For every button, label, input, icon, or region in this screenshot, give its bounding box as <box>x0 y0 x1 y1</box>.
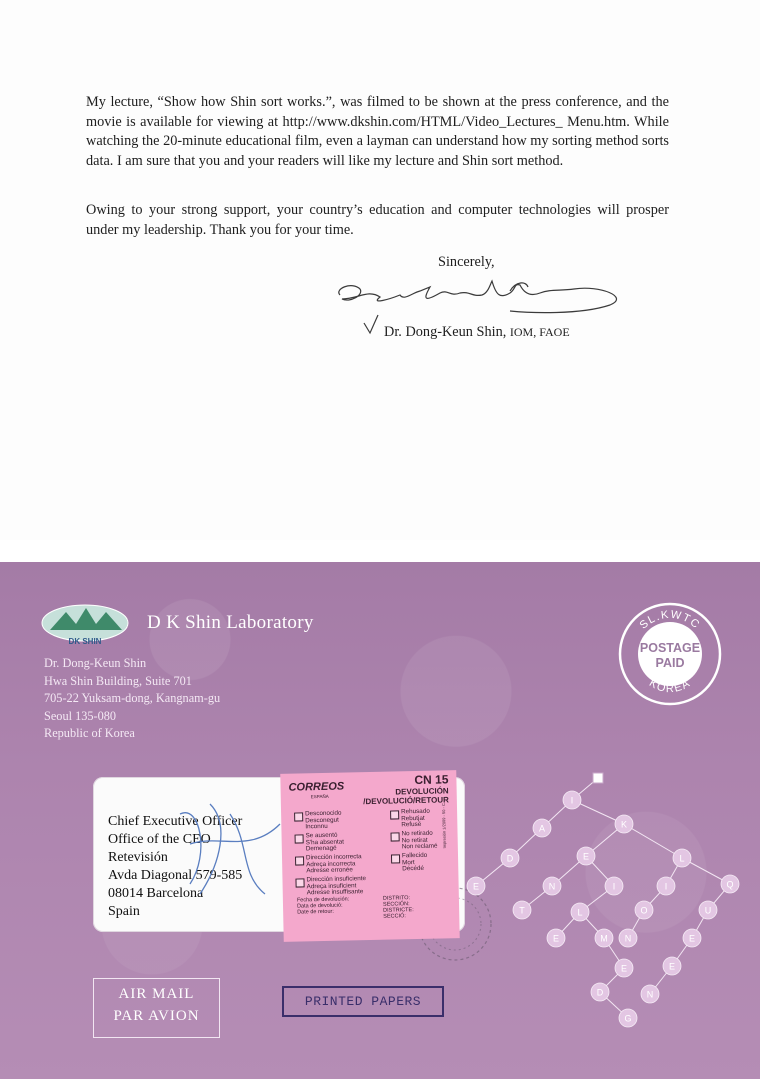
tree-node-letter: U <box>704 905 712 916</box>
tree-node <box>591 983 609 1001</box>
tree-node-letter: E <box>688 933 696 944</box>
tree-node <box>563 791 581 809</box>
tree-node-letter: T <box>519 905 525 916</box>
tree-node <box>699 901 717 919</box>
tree-node-letter: D <box>506 853 514 864</box>
field-label: DISTRICTE: <box>383 907 414 914</box>
recipient-line: Retevisión <box>108 850 168 865</box>
tree-node <box>595 929 613 947</box>
tree-node <box>673 849 691 867</box>
logo-text: DK SHIN <box>68 637 102 646</box>
stamp-line-2: PAID <box>655 656 685 670</box>
dk-shin-logo-icon <box>40 602 130 648</box>
tree-node-letter: N <box>624 933 632 944</box>
field-label: Fecha de devolución: <box>296 896 350 904</box>
sort-tree-graphic <box>460 770 750 1030</box>
tree-node <box>663 957 681 975</box>
airmail-line-1: AIR MAIL <box>118 986 195 1002</box>
tree-edge <box>624 824 682 858</box>
tree-node <box>467 877 485 895</box>
tree-node <box>721 875 739 893</box>
checkbox[interactable] <box>390 810 399 819</box>
option-line: Adreça insuficient <box>306 881 357 890</box>
recipient-line: Avda Diagonal 579-585 <box>108 868 243 883</box>
sender-line: Republic of Korea <box>44 726 135 740</box>
tree-node-letter: E <box>472 881 480 892</box>
airmail-label <box>93 978 220 1038</box>
page-gap <box>0 540 760 562</box>
option-line: Desconocido <box>305 809 342 818</box>
correos-brand: CORREOS <box>288 780 345 794</box>
tree-node-letter: L <box>577 907 583 918</box>
stamp-line-1: POSTAGE <box>639 641 701 655</box>
return-option[interactable] <box>306 876 366 897</box>
tree-node <box>513 901 531 919</box>
tree-node <box>501 849 519 867</box>
sender-line: 705-22 Yuksam-dong, Kangnam-gu <box>44 691 221 705</box>
tree-node <box>577 847 595 865</box>
return-option[interactable] <box>401 809 430 829</box>
return-option[interactable] <box>306 833 345 854</box>
sender-address <box>44 655 220 743</box>
tree-node-letter: K <box>620 819 628 830</box>
recipient-line: Chief Executive Officer <box>108 814 243 829</box>
printed-papers-stamp: PRINTED PAPERS <box>282 986 444 1017</box>
label-title-2: /DEVOLUCIÓ/RETOUR <box>363 795 449 807</box>
tree-node <box>641 985 659 1003</box>
letter-paragraph-2: Owing to your strong support, your country’s education and computer technologies will prosper under my leadership. Thank you for your time. <box>86 202 669 238</box>
postage-paid-stamp <box>618 602 722 706</box>
option-line: No retirado <box>401 829 433 838</box>
correos-country: ESPAÑA <box>310 793 329 800</box>
label-title-1: DEVOLUCIÓN <box>395 786 449 797</box>
tree-node-letter: A <box>538 823 546 834</box>
option-line: Adreça incorrecta <box>306 859 356 868</box>
tree-node <box>615 959 633 977</box>
option-line: Décédé <box>402 865 425 873</box>
tree-node <box>605 877 623 895</box>
tree-node <box>635 901 653 919</box>
return-option[interactable] <box>306 854 362 875</box>
sender-line: Dr. Dong-Keun Shin <box>44 656 147 670</box>
tree-node <box>547 929 565 947</box>
tree-node-letter: I <box>664 881 668 892</box>
option-line: Adresse erronée <box>306 866 353 875</box>
return-option[interactable] <box>305 811 342 832</box>
label-side-text: Impresión 1/2009 - 50 - C <box>440 803 447 849</box>
option-line: Inconnu <box>305 823 328 831</box>
stamp-ring-bottom: KOREA <box>646 677 694 696</box>
return-label-cn15 <box>280 770 459 942</box>
checkbox[interactable] <box>391 854 400 863</box>
tree-node <box>619 929 637 947</box>
option-line: Dirección insuficiente <box>306 875 367 884</box>
recipient-line: Office of the CEO <box>108 832 211 847</box>
option-line: Dirección incorrecta <box>305 853 362 862</box>
closing: Sincerely, <box>438 254 495 270</box>
sender-line: Hwa Shin Building, Suite 701 <box>44 673 192 688</box>
option-line: Fallecido <box>401 851 428 860</box>
sender-line: Seoul 135-080 <box>44 708 117 723</box>
tree-node <box>593 773 603 783</box>
checkbox[interactable] <box>294 812 303 821</box>
label-code: CN 15 <box>414 772 449 788</box>
option-line: Rebutjat <box>401 814 425 822</box>
letter-paragraph-1: My lecture, “Show how Shin sort works.”, was filmed to be shown at the press conference, and the movie is available for viewing at http://www.dkshin.com/HTML/Video_Lectures_ Menu.htm. While watching the 20-minute educational film, even a layman can understand how my sorting method sorts data. I am sure that you and your readers will like my lecture and Shin sort method. <box>86 94 669 169</box>
tree-node <box>619 1009 637 1027</box>
tree-node-letter: E <box>620 963 628 974</box>
checkbox[interactable] <box>295 834 304 843</box>
tree-node-letter: M <box>600 933 608 944</box>
field-label: Date de retour: <box>297 908 334 916</box>
signer-credentials: IOM, FAOE <box>509 325 570 339</box>
tree-node-letter: I <box>570 795 574 806</box>
tree-node <box>683 929 701 947</box>
airmail-line-2: PAR AVION <box>113 1008 200 1024</box>
signer-name-text: Dr. Dong-Keun Shin, <box>384 324 507 340</box>
recipient-line: Spain <box>108 904 140 919</box>
checkbox[interactable] <box>295 878 304 887</box>
option-line: Se ausentó <box>305 831 338 840</box>
handwritten-scribble <box>170 794 290 904</box>
tree-node-letter: D <box>596 987 604 998</box>
option-line: S'ha absentat <box>305 838 345 846</box>
return-date-field <box>297 896 350 915</box>
recipient-line: 08014 Barcelona <box>108 886 204 901</box>
option-line: Non reclamé <box>401 842 438 851</box>
tree-node <box>533 819 551 837</box>
option-line: Mort <box>402 858 415 866</box>
tree-node-letter: N <box>548 881 556 892</box>
signer-name <box>384 324 570 341</box>
tree-node-letter: O <box>640 905 648 916</box>
return-option[interactable] <box>401 831 437 852</box>
option-line: Adresse insuffisante <box>306 888 364 897</box>
tree-node <box>615 815 633 833</box>
checkbox[interactable] <box>295 856 304 865</box>
tree-node <box>543 877 561 895</box>
option-line: Demenagé <box>305 844 337 853</box>
field-label: DISTRITO: <box>382 895 411 902</box>
tree-node-letter: E <box>668 961 676 972</box>
tree-node-letter: I <box>612 881 616 892</box>
envelope <box>0 562 760 1079</box>
tree-node <box>657 877 675 895</box>
tree-node-letter: Q <box>726 879 734 890</box>
field-label: SECCIÓN: <box>382 901 410 908</box>
checkbox[interactable] <box>391 832 400 841</box>
tree-node-letter: N <box>646 989 654 1000</box>
stamp-ring-top: SL.KWTC <box>637 608 703 632</box>
field-label: SECCIÓ: <box>383 913 406 920</box>
tree-node-letter: G <box>624 1013 632 1024</box>
return-option[interactable] <box>402 853 428 873</box>
field-label: Data de devolució: <box>296 902 343 910</box>
option-line: Refusé <box>401 821 422 829</box>
option-line: Rehusado <box>401 807 430 816</box>
tree-node-letter: E <box>582 851 590 862</box>
tree-node <box>571 903 589 921</box>
option-line: No retirat <box>401 836 428 844</box>
district-field <box>383 895 414 920</box>
tree-node-letter: L <box>679 853 685 864</box>
tree-node-letter: E <box>552 933 560 944</box>
lab-name: D K Shin Laboratory <box>147 612 314 633</box>
option-line: Desconegut <box>305 816 339 824</box>
